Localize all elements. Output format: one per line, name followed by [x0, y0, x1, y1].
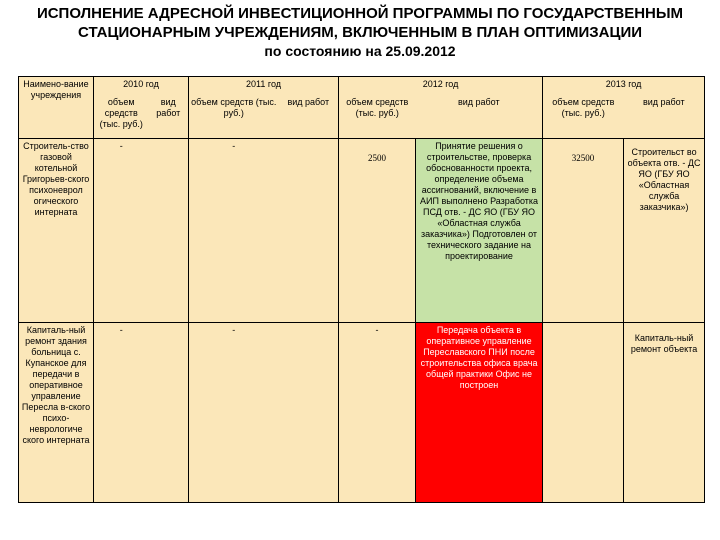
- row-2-amount-2010: -: [94, 323, 149, 503]
- header-amount-2013: объем средств (тыс. руб.): [543, 95, 624, 139]
- header-year-2013: 2013 год: [543, 77, 705, 95]
- row-1-work-2011: [279, 139, 339, 323]
- row-1-amount-2012: 2500: [339, 139, 416, 323]
- header-amount-2011: объем средств (тыс. руб.): [189, 95, 279, 139]
- row-2-amount-2013: [543, 323, 624, 503]
- row-2-work-2011: [279, 323, 339, 503]
- header-year-2010: 2010 год: [94, 77, 189, 95]
- row-2-amount-2011: -: [189, 323, 279, 503]
- header-work-2010: вид работ: [149, 95, 189, 139]
- investment-program-table: [18, 76, 705, 503]
- header-work-2012: вид работ: [416, 95, 543, 139]
- header-year-2011: 2011 год: [189, 77, 339, 95]
- page-title: [0, 4, 720, 61]
- row-1-amount-2013: 32500: [543, 139, 624, 323]
- row-1-work-2010: [149, 139, 189, 323]
- row-1-name: Строитель-ство газовой котельной Григорьев-ского психоневрол огического интерната: [19, 139, 94, 323]
- row-2-name: Капиталь-ный ремонт здания больница с. Купанское для передачи в оперативное управление Пересла в-ского психо-неврологиче ского интерната: [19, 323, 94, 503]
- row-1-work-2013: Строительст во объекта отв. - ДС ЯО (ГБУ ЯО «Областная служба заказчика»): [624, 139, 705, 323]
- row-2-work-2012: Передача объекта в оперативное управление Переславского ПНИ после строительства офиса врача общей практики Офис не построен: [416, 323, 543, 503]
- table-row: [19, 139, 705, 323]
- row-1-amount-2011: -: [189, 139, 279, 323]
- header-year-2012: 2012 год: [339, 77, 543, 95]
- row-1-work-2012: Принятие решения о строительстве, проверка обоснованности проекта, определение объема ассигнований, включение в АИП выполнено Разработка ПСД отв. - ДС ЯО (ГБУ ЯО «Областная служба заказчика») Подготовлен от технического задание на проектирование: [416, 139, 543, 323]
- header-work-2011: вид работ: [279, 95, 339, 139]
- header-amount-2012: объем средств (тыс. руб.): [339, 95, 416, 139]
- row-2-work-2010: [149, 323, 189, 503]
- title-line-2: СТАЦИОНАРНЫМ УЧРЕЖДЕНИЯМ, ВКЛЮЧЕННЫМ В ПЛАН ОПТИМИЗАЦИИ: [77, 24, 643, 41]
- title-line-1: ИСПОЛНЕНИЕ АДРЕСНОЙ ИНВЕСТИЦИОННОЙ ПРОГРАММЫ ПО ГОСУДАРСТВЕННЫМ: [36, 5, 684, 22]
- header-work-2013: вид работ: [624, 95, 705, 139]
- header-name-column: Наимено-вание учреждения: [19, 77, 94, 139]
- row-1-amount-2010: -: [94, 139, 149, 323]
- title-date-line: по состоянию на 25.09.2012: [264, 43, 456, 59]
- table-row: [19, 323, 705, 503]
- row-2-work-2013: Капиталь-ный ремонт объекта: [624, 323, 705, 503]
- header-amount-2010: объем средств (тыс. руб.): [94, 95, 149, 139]
- row-2-amount-2012: -: [339, 323, 416, 503]
